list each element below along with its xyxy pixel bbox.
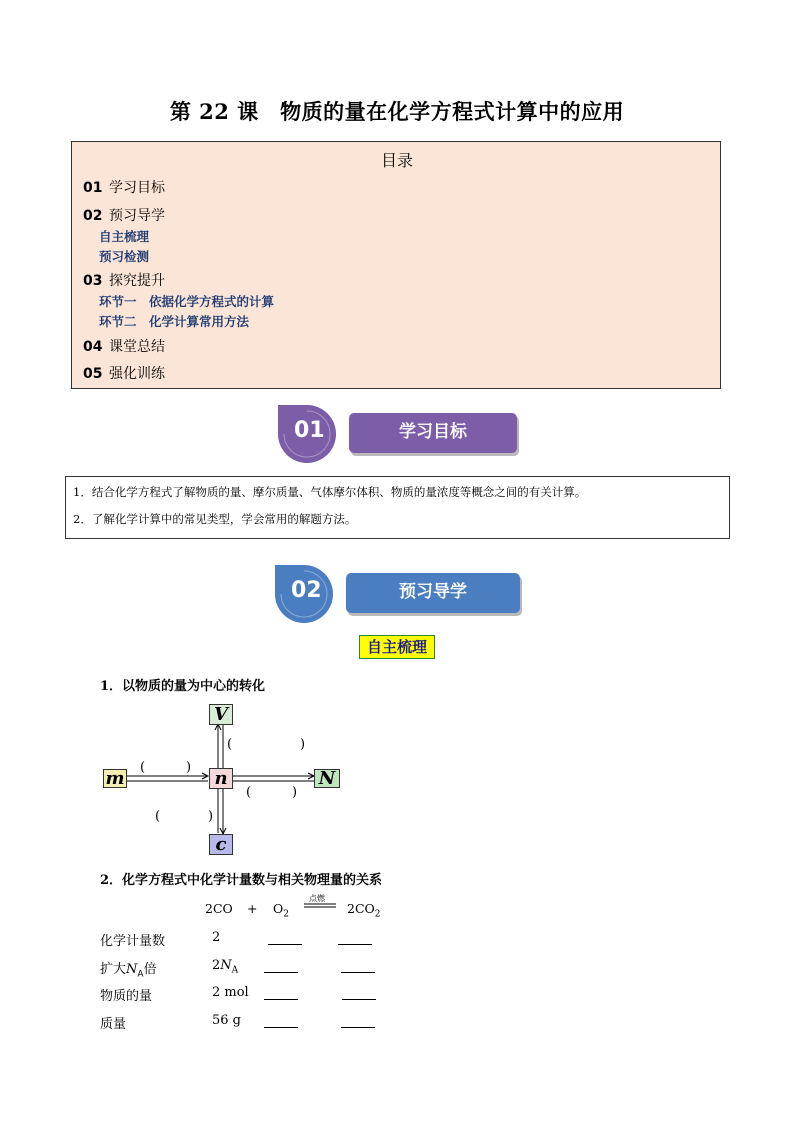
toc-item-4[interactable]: 04 课堂总结 [83,339,165,355]
equals-arrow-icon [304,903,336,909]
toc-heading: 目录 [380,151,413,170]
row-value: 56 g [212,1013,241,1028]
node-c: c [209,834,233,855]
product-co2: $2CO_2$ [347,901,381,920]
question-1: 1．以物质的量为中心的转化 [100,679,266,694]
answer-blank[interactable] [268,943,302,945]
learning-goals-box [65,476,730,539]
paren-open: ( [246,785,252,800]
paren-open: ( [155,809,161,824]
toc-item-5[interactable]: 05 强化训练 [83,366,165,382]
paren-close: ) [300,737,306,752]
answer-blank[interactable] [338,943,372,945]
node-m: m [103,769,127,788]
badge-number: 02 [291,578,322,603]
goal-2: 2．了解化学计算中的常见类型，学会常用的解题方法。 [73,512,357,526]
row-label: 扩大$N_A$倍 [100,962,157,980]
question-2: 2．化学方程式中化学计量数与相关物理量的关系 [100,873,383,888]
paren-close: ) [186,760,192,775]
row-value: 2 mol [212,985,249,1000]
section-title-bar: 预习导学 [346,573,520,613]
toc-subitem-zizhu[interactable]: 自主梳理 [99,229,150,244]
answer-blank[interactable] [264,1026,298,1028]
answer-blank[interactable] [341,971,375,973]
row-value: 2 [212,930,221,945]
toc-subitem-huanjie2[interactable]: 环节二 化学计算常用方法 [99,314,250,329]
toc-box [71,141,721,389]
row-label: 物质的量 [100,989,153,1004]
node-V: V [209,704,233,725]
page-title: 第 22 课 物质的量在化学方程式计算中的应用 [169,99,625,124]
toc-item-3[interactable]: 03 探究提升 [83,273,165,289]
badge-number: 01 [294,418,325,443]
reaction-condition: 点燃 [309,894,325,903]
row-label: 化学计量数 [100,934,166,949]
reactant-co: 2CO [205,901,233,916]
goal-1: 1．结合化学方程式了解物质的量、摩尔质量、气体摩尔体积、物质的量浓度等概念之间的有关计算。 [73,485,587,499]
toc-item-1[interactable]: 01 学习目标 [83,180,165,196]
section-title-bar: 学习目标 [349,413,517,453]
toc-item-2[interactable]: 02 预习导学 [83,208,165,224]
paren-open: ( [227,737,233,752]
reactant-o2: $O_2$ [273,901,289,920]
paren-close: ) [208,809,214,824]
answer-blank[interactable] [341,1026,375,1028]
answer-blank[interactable] [264,998,298,1000]
row-value: $2N_A$ [212,958,239,976]
paren-close: ) [292,785,298,800]
paren-open: ( [140,760,146,775]
row-label: 质量 [100,1017,127,1032]
node-n: n [209,768,233,789]
toc-subitem-jiance[interactable]: 预习检测 [99,249,150,264]
answer-blank[interactable] [342,998,376,1000]
node-N: N [314,769,340,788]
answer-blank[interactable] [264,971,298,973]
plus-sign: + [247,901,258,916]
toc-subitem-huanjie1[interactable]: 环节一 依据化学方程式的计算 [99,294,275,309]
zizhu-label: 自主梳理 [359,635,435,659]
